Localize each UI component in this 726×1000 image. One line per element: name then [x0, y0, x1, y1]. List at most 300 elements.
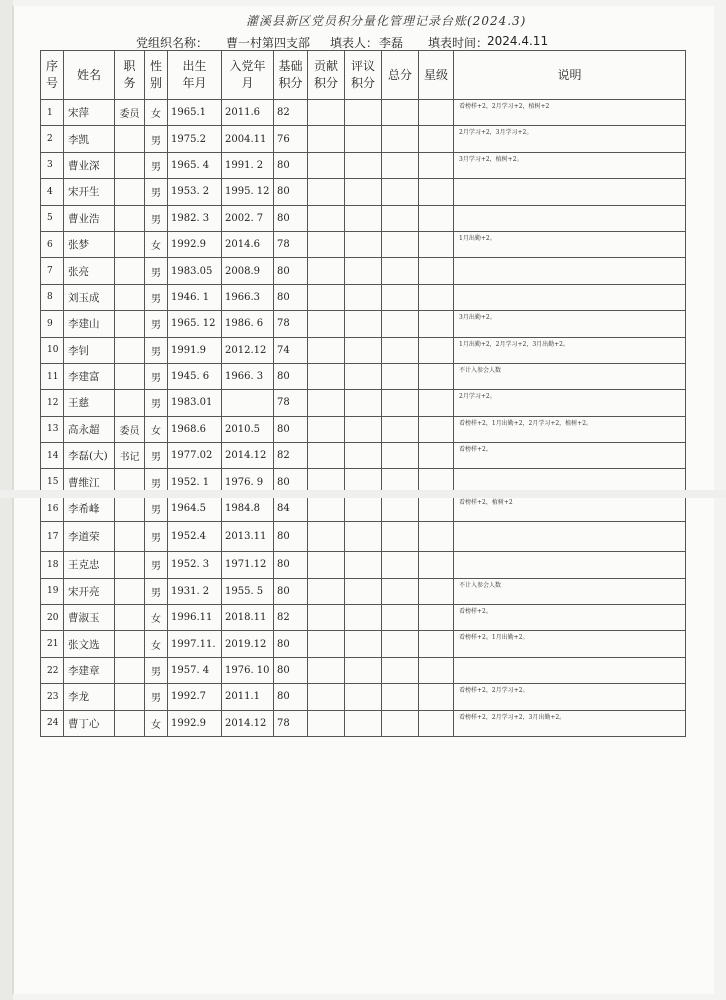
contribution-score-cell: [308, 605, 345, 631]
member-duty-cell: [115, 311, 145, 337]
member-sex-cell: 女: [145, 605, 168, 631]
party-join-date-cell: 1966. 3: [222, 363, 274, 389]
contribution-score-cell: [308, 152, 345, 178]
note-cell: 看榜样+2，1月出勤+2，2月学习+2，植树+2。: [454, 416, 686, 442]
note-cell: 看榜样+2，2月学习+2。: [454, 684, 686, 710]
party-join-date-cell: 1971.12: [222, 552, 274, 578]
filler-label: 填表人：: [330, 36, 379, 50]
total-score-cell: [382, 100, 419, 126]
row-index-cell: 21: [41, 631, 64, 657]
paper-fold-gap: [0, 490, 726, 498]
star-level-cell: [419, 552, 454, 578]
member-sex-cell: 男: [145, 495, 168, 521]
note-cell: [454, 522, 686, 552]
member-duty-cell: [115, 337, 145, 363]
row-index-cell: 7: [41, 258, 64, 284]
contribution-score-cell: [308, 416, 345, 442]
document-title: 灌溪县新区党员积分量化管理记录台账(2024.3): [246, 14, 527, 28]
review-score-cell: [345, 495, 382, 521]
row-index-cell: 11: [41, 363, 64, 389]
member-name-cell: 张梦: [64, 231, 115, 257]
contribution-score-cell: [308, 710, 345, 736]
member-duty-cell: [115, 390, 145, 416]
star-level-cell: [419, 416, 454, 442]
note-cell: [454, 179, 686, 205]
star-level-cell: [419, 657, 454, 683]
total-score-cell: [382, 416, 419, 442]
table-row: [41, 495, 686, 521]
member-duty-cell: [115, 126, 145, 152]
note-cell: 看榜样+2。1月出勤+2。: [454, 631, 686, 657]
member-duty-cell: [115, 152, 145, 178]
total-score-cell: [382, 684, 419, 710]
row-index-cell: 5: [41, 205, 64, 231]
base-score-cell: 78: [274, 390, 308, 416]
review-score-cell: [345, 231, 382, 257]
base-score-cell: 80: [274, 657, 308, 683]
note-cell: 看榜样+2，2月学习+2，3月出勤+2。: [454, 710, 686, 736]
review-score-cell: [345, 179, 382, 205]
contribution-score-cell: [308, 284, 345, 310]
member-duty-cell: [115, 578, 145, 604]
star-level-cell: [419, 284, 454, 310]
birth-date-cell: 1965. 4: [168, 152, 222, 178]
member-duty-cell: 委员: [115, 416, 145, 442]
total-score-cell: [382, 205, 419, 231]
member-sex-cell: 男: [145, 126, 168, 152]
row-index-cell: 24: [41, 710, 64, 736]
birth-date-cell: 1992.9: [168, 231, 222, 257]
row-index-cell: 10: [41, 337, 64, 363]
star-level-cell: [419, 258, 454, 284]
base-score-cell: 82: [274, 443, 308, 469]
header-total-score: 总分: [382, 51, 419, 100]
row-index-cell: 1: [41, 100, 64, 126]
birth-date-cell: 1983.05: [168, 258, 222, 284]
contribution-score-cell: [308, 179, 345, 205]
party-join-date-cell: 2008.9: [222, 258, 274, 284]
party-join-date-cell: 1986. 6: [222, 311, 274, 337]
member-sex-cell: 男: [145, 522, 168, 552]
birth-date-cell: 1945. 6: [168, 363, 222, 389]
member-sex-cell: 男: [145, 152, 168, 178]
total-score-cell: [382, 363, 419, 389]
row-index-cell: 14: [41, 443, 64, 469]
star-level-cell: [419, 100, 454, 126]
birth-date-cell: 1952. 3: [168, 552, 222, 578]
review-score-cell: [345, 284, 382, 310]
review-score-cell: [345, 416, 382, 442]
header-name: 姓名: [64, 51, 115, 100]
table-row: [41, 179, 686, 205]
header-birth: 出生 年月: [168, 51, 222, 100]
party-join-date-cell: 1984.8: [222, 495, 274, 521]
party-join-date-cell: 2012.12: [222, 337, 274, 363]
header-party-date: 入党年 月: [222, 51, 274, 100]
total-score-cell: [382, 710, 419, 736]
row-index-cell: 22: [41, 657, 64, 683]
star-level-cell: [419, 443, 454, 469]
review-score-cell: [345, 443, 382, 469]
date-label: 填表时间：: [428, 36, 489, 50]
review-score-cell: [345, 363, 382, 389]
party-join-date-cell: 1976. 10: [222, 657, 274, 683]
row-index-cell: 23: [41, 684, 64, 710]
table-row: [41, 311, 686, 337]
party-join-date-cell: 1976. 9: [222, 469, 274, 495]
note-cell: 看榜样+2，植树+2: [454, 495, 686, 521]
member-duty-cell: [115, 657, 145, 683]
review-score-cell: [345, 605, 382, 631]
star-level-cell: [419, 495, 454, 521]
total-score-cell: [382, 443, 419, 469]
org-value: 曹一村第四支部: [226, 36, 311, 50]
row-index-cell: 18: [41, 552, 64, 578]
review-score-cell: [345, 710, 382, 736]
member-name-cell: 高永超: [64, 416, 115, 442]
row-index-cell: 8: [41, 284, 64, 310]
star-level-cell: [419, 522, 454, 552]
star-level-cell: [419, 710, 454, 736]
star-level-cell: [419, 605, 454, 631]
table-row: [41, 684, 686, 710]
review-score-cell: [345, 522, 382, 552]
review-score-cell: [345, 552, 382, 578]
total-score-cell: [382, 258, 419, 284]
total-score-cell: [382, 152, 419, 178]
member-duty-cell: [115, 284, 145, 310]
member-sex-cell: 女: [145, 710, 168, 736]
member-duty-cell: [115, 231, 145, 257]
member-sex-cell: 男: [145, 258, 168, 284]
table-row: [41, 710, 686, 736]
member-sex-cell: 男: [145, 363, 168, 389]
member-duty-cell: [115, 605, 145, 631]
note-cell: 3月学习+2，植树+2。: [454, 152, 686, 178]
member-name-cell: 李希峰: [64, 495, 115, 521]
member-duty-cell: [115, 684, 145, 710]
row-index-cell: 4: [41, 179, 64, 205]
base-score-cell: 76: [274, 126, 308, 152]
star-level-cell: [419, 631, 454, 657]
star-level-cell: [419, 684, 454, 710]
party-join-date-cell: 2018.11: [222, 605, 274, 631]
birth-date-cell: 1992.9: [168, 710, 222, 736]
member-name-cell: 李凯: [64, 126, 115, 152]
member-duty-cell: 书记: [115, 443, 145, 469]
base-score-cell: 80: [274, 469, 308, 495]
header-star-level: 星级: [419, 51, 454, 100]
row-index-cell: 19: [41, 578, 64, 604]
total-score-cell: [382, 657, 419, 683]
contribution-score-cell: [308, 363, 345, 389]
member-name-cell: 李钊: [64, 337, 115, 363]
birth-date-cell: 1965.1: [168, 100, 222, 126]
filler-value: 李磊: [379, 36, 404, 50]
member-sex-cell: 男: [145, 469, 168, 495]
member-duty-cell: [115, 495, 145, 521]
party-join-date-cell: 2011.1: [222, 684, 274, 710]
member-duty-cell: [115, 522, 145, 552]
table-row: [41, 605, 686, 631]
total-score-cell: [382, 552, 419, 578]
total-score-cell: [382, 495, 419, 521]
table-row: [41, 363, 686, 389]
member-name-cell: 曹丁心: [64, 710, 115, 736]
party-join-date-cell: 2013.11: [222, 522, 274, 552]
base-score-cell: 78: [274, 311, 308, 337]
birth-date-cell: 1964.5: [168, 495, 222, 521]
review-score-cell: [345, 100, 382, 126]
birth-date-cell: 1991.9: [168, 337, 222, 363]
member-name-cell: 王克忠: [64, 552, 115, 578]
birth-date-cell: 1965. 12: [168, 311, 222, 337]
party-join-date-cell: 2011.6: [222, 100, 274, 126]
party-join-date-cell: [222, 390, 274, 416]
base-score-cell: 82: [274, 605, 308, 631]
contribution-score-cell: [308, 443, 345, 469]
header-index: 序 号: [41, 51, 64, 100]
note-cell: 不计入参会人数: [454, 363, 686, 389]
party-join-date-cell: 1995. 12: [222, 179, 274, 205]
note-cell: [454, 552, 686, 578]
table-row: [41, 231, 686, 257]
table-row: [41, 443, 686, 469]
birth-date-cell: 1983.01: [168, 390, 222, 416]
row-index-cell: 15: [41, 469, 64, 495]
birth-date-cell: 1931. 2: [168, 578, 222, 604]
row-index-cell: 3: [41, 152, 64, 178]
star-level-cell: [419, 390, 454, 416]
total-score-cell: [382, 631, 419, 657]
member-sex-cell: 男: [145, 657, 168, 683]
base-score-cell: 78: [274, 710, 308, 736]
member-name-cell: 刘玉成: [64, 284, 115, 310]
contribution-score-cell: [308, 578, 345, 604]
member-name-cell: 李道荣: [64, 522, 115, 552]
header-review-score: 评议 积分: [345, 51, 382, 100]
member-name-cell: 宋开亮: [64, 578, 115, 604]
member-name-cell: 宋萍: [64, 100, 115, 126]
party-join-date-cell: 2014.12: [222, 710, 274, 736]
note-cell: [454, 258, 686, 284]
member-score-table: [40, 50, 686, 737]
member-sex-cell: 男: [145, 443, 168, 469]
contribution-score-cell: [308, 657, 345, 683]
member-duty-cell: [115, 710, 145, 736]
base-score-cell: 80: [274, 363, 308, 389]
member-duty-cell: [115, 552, 145, 578]
note-cell: [454, 657, 686, 683]
note-cell: [454, 284, 686, 310]
member-sex-cell: 男: [145, 337, 168, 363]
contribution-score-cell: [308, 552, 345, 578]
row-index-cell: 16: [41, 495, 64, 521]
base-score-cell: 80: [274, 179, 308, 205]
note-cell: 看榜样+2，2月学习+2，植树+2: [454, 100, 686, 126]
contribution-score-cell: [308, 311, 345, 337]
total-score-cell: [382, 337, 419, 363]
star-level-cell: [419, 126, 454, 152]
review-score-cell: [345, 258, 382, 284]
contribution-score-cell: [308, 631, 345, 657]
birth-date-cell: 1982. 3: [168, 205, 222, 231]
party-join-date-cell: 2019.12: [222, 631, 274, 657]
header-contribution-score: 贡献 积分: [308, 51, 345, 100]
member-sex-cell: 男: [145, 205, 168, 231]
contribution-score-cell: [308, 495, 345, 521]
member-duty-cell: [115, 631, 145, 657]
base-score-cell: 80: [274, 416, 308, 442]
note-cell: 2月学习+2。: [454, 390, 686, 416]
party-join-date-cell: 2014.12: [222, 443, 274, 469]
member-duty-cell: [115, 179, 145, 205]
contribution-score-cell: [308, 231, 345, 257]
base-score-cell: 80: [274, 284, 308, 310]
member-duty-cell: [115, 258, 145, 284]
party-join-date-cell: 1966.3: [222, 284, 274, 310]
birth-date-cell: 1953. 2: [168, 179, 222, 205]
total-score-cell: [382, 522, 419, 552]
row-index-cell: 17: [41, 522, 64, 552]
table-row: [41, 126, 686, 152]
party-join-date-cell: 1991. 2: [222, 152, 274, 178]
member-name-cell: 张文选: [64, 631, 115, 657]
member-name-cell: 曹业浩: [64, 205, 115, 231]
table-row: [41, 657, 686, 683]
member-name-cell: 曹业深: [64, 152, 115, 178]
review-score-cell: [345, 337, 382, 363]
header-note: 说明: [454, 51, 686, 100]
date-value: 2024.4.11: [487, 34, 549, 48]
table-row: [41, 416, 686, 442]
member-name-cell: 李建富: [64, 363, 115, 389]
review-score-cell: [345, 311, 382, 337]
star-level-cell: [419, 231, 454, 257]
member-duty-cell: [115, 363, 145, 389]
note-cell: 1月出勤+2。: [454, 231, 686, 257]
table-row: [41, 284, 686, 310]
base-score-cell: 80: [274, 631, 308, 657]
note-cell: 看榜样+2。: [454, 443, 686, 469]
contribution-score-cell: [308, 390, 345, 416]
member-name-cell: 王慈: [64, 390, 115, 416]
birth-date-cell: 1968.6: [168, 416, 222, 442]
base-score-cell: 74: [274, 337, 308, 363]
member-name-cell: 李龙: [64, 684, 115, 710]
base-score-cell: 80: [274, 684, 308, 710]
birth-date-cell: 1977.02: [168, 443, 222, 469]
member-sex-cell: 男: [145, 311, 168, 337]
contribution-score-cell: [308, 337, 345, 363]
member-sex-cell: 男: [145, 684, 168, 710]
review-score-cell: [345, 126, 382, 152]
contribution-score-cell: [308, 258, 345, 284]
member-duty-cell: 委员: [115, 100, 145, 126]
party-join-date-cell: 2002. 7: [222, 205, 274, 231]
total-score-cell: [382, 390, 419, 416]
review-score-cell: [345, 578, 382, 604]
base-score-cell: 80: [274, 522, 308, 552]
table-header-row: [41, 51, 686, 100]
table-row: [41, 152, 686, 178]
table-row: [41, 522, 686, 552]
table-body: [41, 100, 686, 737]
star-level-cell: [419, 337, 454, 363]
review-score-cell: [345, 631, 382, 657]
row-index-cell: 6: [41, 231, 64, 257]
review-score-cell: [345, 205, 382, 231]
row-index-cell: 20: [41, 605, 64, 631]
base-score-cell: 84: [274, 495, 308, 521]
member-name-cell: 李建山: [64, 311, 115, 337]
base-score-cell: 80: [274, 152, 308, 178]
star-level-cell: [419, 363, 454, 389]
base-score-cell: 80: [274, 258, 308, 284]
table-row: [41, 631, 686, 657]
contribution-score-cell: [308, 522, 345, 552]
base-score-cell: 80: [274, 205, 308, 231]
review-score-cell: [345, 390, 382, 416]
contribution-score-cell: [308, 205, 345, 231]
table-row: [41, 100, 686, 126]
org-label: 党组织名称：: [136, 36, 209, 50]
table-row: [41, 578, 686, 604]
member-sex-cell: 女: [145, 231, 168, 257]
review-score-cell: [345, 657, 382, 683]
total-score-cell: [382, 578, 419, 604]
table-row: [41, 337, 686, 363]
table-row: [41, 258, 686, 284]
total-score-cell: [382, 179, 419, 205]
note-cell: 看榜样+2。: [454, 605, 686, 631]
header-base-score: 基础 积分: [274, 51, 308, 100]
birth-date-cell: 1952.4: [168, 522, 222, 552]
star-level-cell: [419, 311, 454, 337]
star-level-cell: [419, 152, 454, 178]
note-cell: 2月学习+2，3月学习+2。: [454, 126, 686, 152]
total-score-cell: [382, 126, 419, 152]
member-sex-cell: 男: [145, 179, 168, 205]
contribution-score-cell: [308, 126, 345, 152]
row-index-cell: 2: [41, 126, 64, 152]
row-index-cell: 13: [41, 416, 64, 442]
birth-date-cell: 1957. 4: [168, 657, 222, 683]
member-sex-cell: 男: [145, 390, 168, 416]
review-score-cell: [345, 152, 382, 178]
party-join-date-cell: 2010.5: [222, 416, 274, 442]
star-level-cell: [419, 205, 454, 231]
note-cell: 不计入参会人数: [454, 578, 686, 604]
member-name-cell: 曹淑玉: [64, 605, 115, 631]
contribution-score-cell: [308, 684, 345, 710]
contribution-score-cell: [308, 100, 345, 126]
header-sex: 性 别: [145, 51, 168, 100]
member-sex-cell: 男: [145, 552, 168, 578]
member-sex-cell: 女: [145, 100, 168, 126]
member-name-cell: 曹维江: [64, 469, 115, 495]
party-join-date-cell: 2014.6: [222, 231, 274, 257]
member-duty-cell: [115, 205, 145, 231]
base-score-cell: 78: [274, 231, 308, 257]
birth-date-cell: 1992.7: [168, 684, 222, 710]
note-cell: 1月出勤+2，2月学习+2，3月出勤+2。: [454, 337, 686, 363]
table-row: [41, 205, 686, 231]
total-score-cell: [382, 231, 419, 257]
base-score-cell: 80: [274, 578, 308, 604]
total-score-cell: [382, 605, 419, 631]
table-row: [41, 390, 686, 416]
